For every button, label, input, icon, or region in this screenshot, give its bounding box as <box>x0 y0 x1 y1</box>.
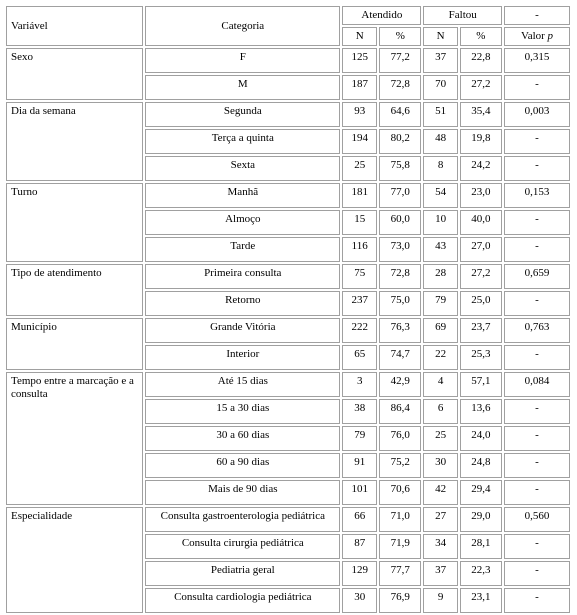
variable-cell: Tempo entre a marcação e a consulta <box>6 372 143 505</box>
category-cell: Terça a quinta <box>145 129 340 154</box>
attended-n-cell: 101 <box>342 480 377 505</box>
header-pvalue-prefix: Valor <box>520 30 548 42</box>
table-body <box>6 48 570 613</box>
missed-pct-cell: 23,1 <box>460 588 502 613</box>
missed-pct-cell: 35,4 <box>460 102 502 127</box>
category-cell: Consulta cardiologia pediátrica <box>145 588 340 613</box>
attended-pct-cell: 77,7 <box>379 561 421 586</box>
missed-pct-cell: 24,2 <box>460 156 502 181</box>
pvalue-cell: - <box>504 534 570 559</box>
pvalue-cell: - <box>504 426 570 451</box>
attended-pct-cell: 72,8 <box>379 264 421 289</box>
attended-pct-cell: 76,3 <box>379 318 421 343</box>
attended-pct-cell: 74,7 <box>379 345 421 370</box>
category-cell: Grande Vitória <box>145 318 340 343</box>
category-cell: Sexta <box>145 156 340 181</box>
attended-n-cell: 66 <box>342 507 377 532</box>
pvalue-cell: - <box>504 210 570 235</box>
attended-pct-cell: 64,6 <box>379 102 421 127</box>
missed-n-cell: 25 <box>423 426 457 451</box>
attended-n-cell: 30 <box>342 588 377 613</box>
attended-pct-cell: 42,9 <box>379 372 421 397</box>
missed-n-cell: 79 <box>423 291 457 316</box>
attended-pct-cell: 75,0 <box>379 291 421 316</box>
missed-n-cell: 34 <box>423 534 457 559</box>
table-row <box>6 372 570 397</box>
category-cell: Consulta cirurgia pediátrica <box>145 534 340 559</box>
category-cell: Pediatria geral <box>145 561 340 586</box>
attended-n-cell: 237 <box>342 291 377 316</box>
pvalue-cell: 0,315 <box>504 48 570 73</box>
attended-n-cell: 129 <box>342 561 377 586</box>
missed-n-cell: 70 <box>423 75 457 100</box>
missed-pct-cell: 24,8 <box>460 453 502 478</box>
category-cell: 30 a 60 dias <box>145 426 340 451</box>
missed-n-cell: 37 <box>423 48 457 73</box>
pvalue-cell: - <box>504 345 570 370</box>
attended-pct-cell: 71,0 <box>379 507 421 532</box>
missed-n-cell: 28 <box>423 264 457 289</box>
missed-n-cell: 37 <box>423 561 457 586</box>
pvalue-cell: 0,763 <box>504 318 570 343</box>
variable-cell: Sexo <box>6 48 143 100</box>
missed-pct-cell: 19,8 <box>460 129 502 154</box>
variable-cell: Município <box>6 318 143 370</box>
missed-n-cell: 8 <box>423 156 457 181</box>
attended-pct-cell: 72,8 <box>379 75 421 100</box>
pvalue-cell: - <box>504 399 570 424</box>
attended-n-cell: 79 <box>342 426 377 451</box>
pvalue-cell: 0,560 <box>504 507 570 532</box>
header-pvalue <box>504 27 570 46</box>
missed-n-cell: 27 <box>423 507 457 532</box>
missed-pct-cell: 40,0 <box>460 210 502 235</box>
header-dash: - <box>504 6 570 25</box>
attended-n-cell: 38 <box>342 399 377 424</box>
table-row <box>6 102 570 127</box>
category-cell: 60 a 90 dias <box>145 453 340 478</box>
attended-n-cell: 194 <box>342 129 377 154</box>
table-row <box>6 48 570 73</box>
header-category: Categoria <box>145 6 340 46</box>
header-missed: Faltou <box>423 6 502 25</box>
pvalue-cell: - <box>504 156 570 181</box>
table-row <box>6 183 570 208</box>
missed-pct-cell: 22,8 <box>460 48 502 73</box>
attended-pct-cell: 73,0 <box>379 237 421 262</box>
attended-pct-cell: 80,2 <box>379 129 421 154</box>
missed-n-cell: 10 <box>423 210 457 235</box>
pvalue-cell: - <box>504 480 570 505</box>
missed-pct-cell: 25,0 <box>460 291 502 316</box>
pvalue-cell: - <box>504 291 570 316</box>
category-cell: Interior <box>145 345 340 370</box>
table-row <box>6 318 570 343</box>
table-row <box>6 507 570 532</box>
missed-pct-cell: 27,0 <box>460 237 502 262</box>
category-cell: Manhã <box>145 183 340 208</box>
attended-n-cell: 91 <box>342 453 377 478</box>
attended-n-cell: 125 <box>342 48 377 73</box>
pvalue-cell: 0,659 <box>504 264 570 289</box>
missed-pct-cell: 22,3 <box>460 561 502 586</box>
category-cell: Até 15 dias <box>145 372 340 397</box>
category-cell: Tarde <box>145 237 340 262</box>
missed-n-cell: 4 <box>423 372 457 397</box>
pvalue-cell: - <box>504 237 570 262</box>
variable-cell: Dia da semana <box>6 102 143 181</box>
pvalue-cell: 0,003 <box>504 102 570 127</box>
attended-n-cell: 187 <box>342 75 377 100</box>
header-pvalue-italic: p <box>547 30 554 42</box>
variable-cell: Especialidade <box>6 507 143 613</box>
category-cell: Segunda <box>145 102 340 127</box>
missed-n-cell: 43 <box>423 237 457 262</box>
table-row <box>6 264 570 289</box>
attended-pct-cell: 60,0 <box>379 210 421 235</box>
attended-n-cell: 25 <box>342 156 377 181</box>
missed-n-cell: 30 <box>423 453 457 478</box>
missed-pct-cell: 29,0 <box>460 507 502 532</box>
pvalue-cell: - <box>504 561 570 586</box>
attended-n-cell: 116 <box>342 237 377 262</box>
missed-n-cell: 22 <box>423 345 457 370</box>
category-cell: M <box>145 75 340 100</box>
attended-n-cell: 87 <box>342 534 377 559</box>
missed-pct-cell: 25,3 <box>460 345 502 370</box>
missed-pct-cell: 27,2 <box>460 264 502 289</box>
attended-n-cell: 15 <box>342 210 377 235</box>
attended-pct-cell: 70,6 <box>379 480 421 505</box>
category-cell: Mais de 90 dias <box>145 480 340 505</box>
missed-pct-cell: 23,0 <box>460 183 502 208</box>
header-attended-n: N <box>342 27 377 46</box>
attended-n-cell: 181 <box>342 183 377 208</box>
attended-n-cell: 75 <box>342 264 377 289</box>
table-header <box>6 6 570 46</box>
header-missed-n: N <box>423 27 457 46</box>
category-cell: Primeira consulta <box>145 264 340 289</box>
missed-n-cell: 9 <box>423 588 457 613</box>
attended-n-cell: 3 <box>342 372 377 397</box>
missed-pct-cell: 27,2 <box>460 75 502 100</box>
attended-pct-cell: 75,8 <box>379 156 421 181</box>
missed-n-cell: 51 <box>423 102 457 127</box>
missed-n-cell: 48 <box>423 129 457 154</box>
pvalue-cell: - <box>504 129 570 154</box>
category-cell: 15 a 30 dias <box>145 399 340 424</box>
attended-pct-cell: 76,9 <box>379 588 421 613</box>
statistics-table <box>4 4 572 615</box>
missed-n-cell: 6 <box>423 399 457 424</box>
attended-pct-cell: 71,9 <box>379 534 421 559</box>
attended-pct-cell: 75,2 <box>379 453 421 478</box>
pvalue-cell: - <box>504 588 570 613</box>
missed-n-cell: 54 <box>423 183 457 208</box>
header-attended: Atendido <box>342 6 421 25</box>
category-cell: Retorno <box>145 291 340 316</box>
category-cell: F <box>145 48 340 73</box>
header-variable: Variável <box>6 6 143 46</box>
attended-n-cell: 65 <box>342 345 377 370</box>
attended-pct-cell: 76,0 <box>379 426 421 451</box>
missed-pct-cell: 13,6 <box>460 399 502 424</box>
attended-n-cell: 222 <box>342 318 377 343</box>
pvalue-cell: - <box>504 75 570 100</box>
header-attended-pct: % <box>379 27 421 46</box>
category-cell: Almoço <box>145 210 340 235</box>
missed-pct-cell: 23,7 <box>460 318 502 343</box>
attended-pct-cell: 86,4 <box>379 399 421 424</box>
attended-pct-cell: 77,0 <box>379 183 421 208</box>
missed-pct-cell: 29,4 <box>460 480 502 505</box>
header-missed-pct: % <box>460 27 502 46</box>
missed-pct-cell: 57,1 <box>460 372 502 397</box>
category-cell: Consulta gastroenterologia pediátrica <box>145 507 340 532</box>
missed-pct-cell: 28,1 <box>460 534 502 559</box>
pvalue-cell: 0,084 <box>504 372 570 397</box>
missed-n-cell: 42 <box>423 480 457 505</box>
missed-n-cell: 69 <box>423 318 457 343</box>
pvalue-cell: - <box>504 453 570 478</box>
variable-cell: Turno <box>6 183 143 262</box>
variable-cell: Tipo de atendimento <box>6 264 143 316</box>
attended-n-cell: 93 <box>342 102 377 127</box>
attended-pct-cell: 77,2 <box>379 48 421 73</box>
pvalue-cell: 0,153 <box>504 183 570 208</box>
missed-pct-cell: 24,0 <box>460 426 502 451</box>
